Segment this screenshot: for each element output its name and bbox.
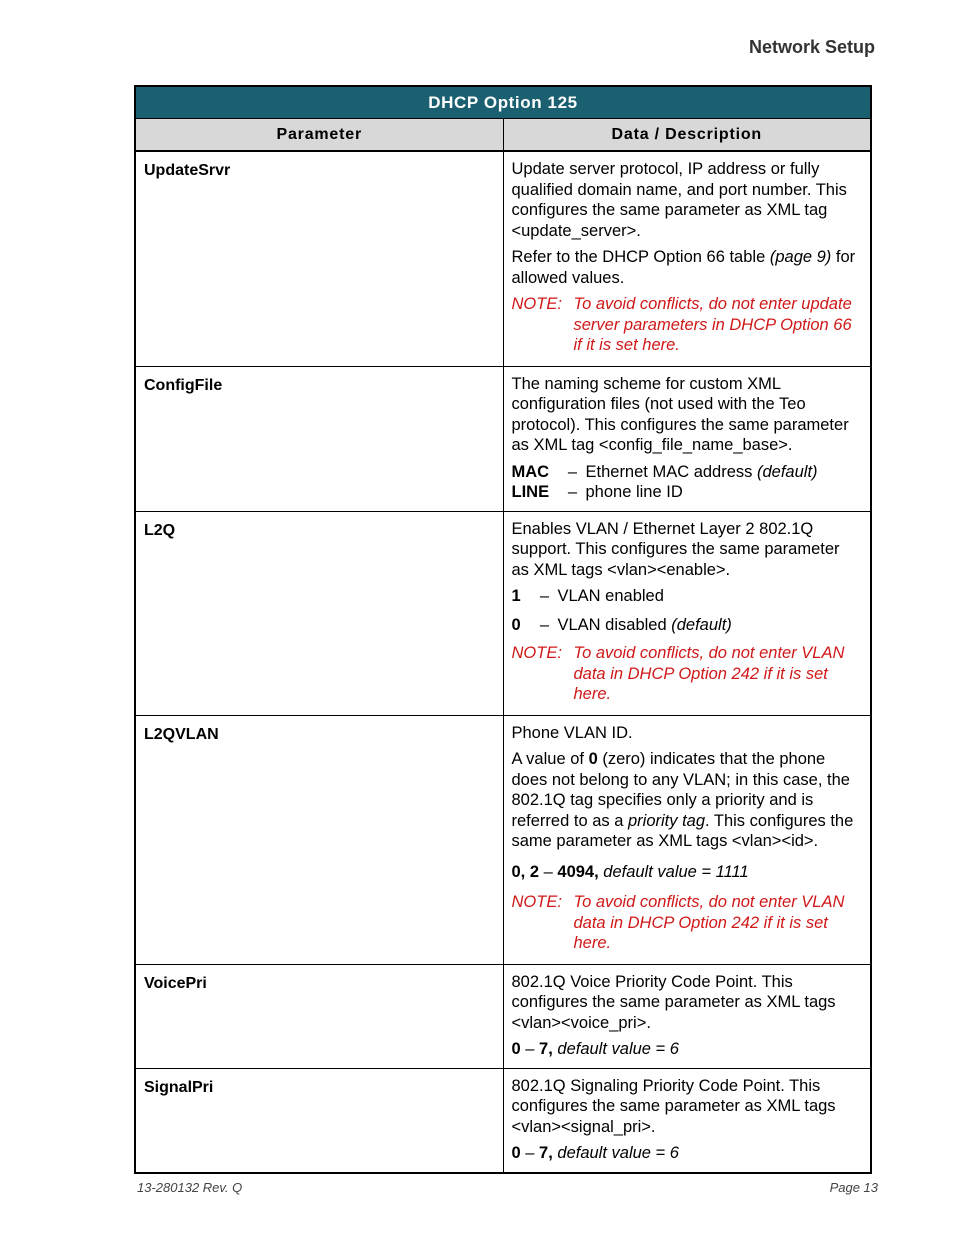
note — [512, 892, 861, 954]
table-row — [135, 964, 871, 1068]
description-text: Phone VLAN ID. — [511, 723, 633, 742]
dhcp-option-125-table — [134, 85, 872, 1174]
table-row — [135, 366, 871, 511]
param-name: L2QVLAN — [135, 715, 503, 964]
column-header-parameter: Parameter — [135, 119, 503, 152]
note-text: To avoid conflicts, do not enter VLAN data in DHCP Option 242 if it is set here. — [573, 644, 845, 703]
note-label: NOTE: — [511, 295, 562, 313]
option-value: MAC – Ethernet MAC address (default) — [511, 462, 818, 481]
option-value: LINE – phone line ID — [511, 483, 683, 501]
note-label: NOTE: — [511, 893, 562, 911]
param-description — [503, 1068, 871, 1173]
param-name: VoicePri — [135, 964, 503, 1068]
param-description — [503, 964, 871, 1068]
description-text: Enables VLAN / Ethernet Layer 2 802.1Q support. This configures the same parameter as XML tags <vlan><enable>. — [511, 519, 840, 579]
description-text: The naming scheme for custom XML configuration files (not used with the Teo protocol). This configures the same parameter as XML tag <config_file_name_base>. — [511, 374, 849, 454]
page-reference: (page 9) — [769, 248, 832, 266]
note-text: To avoid conflicts, do not enter VLAN data in DHCP Option 242 if it is set here. — [573, 893, 845, 952]
param-name: SignalPri — [135, 1068, 503, 1173]
value-range: 0, 2 – 4094, default value = 1111 — [511, 862, 749, 881]
document-number: 13-280132 Rev. Q — [137, 1180, 243, 1195]
param-description — [503, 366, 871, 511]
option-value: 0 – VLAN disabled (default) — [511, 615, 732, 634]
note — [512, 643, 861, 705]
description-text: 802.1Q Signaling Priority Code Point. This configures the same parameter as XML tags <vlan><signal_pri>. — [511, 1076, 836, 1136]
table-row — [135, 151, 871, 366]
description-text: A value of 0 (zero) indicates that the phone does not belong to any VLAN; in this case, the 802.1Q tag specifies only a priority and is referred to as a priority tag. This configures the same parameter as XML tags <vlan><id>. — [511, 750, 854, 850]
param-description — [503, 511, 871, 715]
description-text: Refer to the DHCP Option 66 table (page 9) for allowed values. — [511, 248, 856, 287]
note-text: To avoid conflicts, do not enter update server parameters in DHCP Option 66 if it is set here. — [573, 295, 852, 354]
param-description — [503, 715, 871, 964]
value-range: 0 – 7, default value = 6 — [511, 1144, 679, 1162]
table-row — [135, 715, 871, 964]
description-text: Update server protocol, IP address or fully qualified domain name, and port number. This configures the same parameter as XML tag <update_server>. — [511, 160, 847, 240]
description-text: 802.1Q Voice Priority Code Point. This configures the same parameter as XML tags <vlan><voice_pri>. — [511, 972, 836, 1032]
table-title: DHCP Option 125 — [135, 86, 871, 119]
option-value: 1 – VLAN enabled — [511, 587, 664, 605]
section-title: Network Setup — [748, 37, 875, 57]
note — [512, 294, 861, 356]
param-name: L2Q — [135, 511, 503, 715]
value-range: 0 – 7, default value = 6 — [511, 1040, 679, 1058]
note-label: NOTE: — [511, 644, 562, 662]
table-row — [135, 1068, 871, 1173]
table-row — [135, 511, 871, 715]
param-name: UpdateSrvr — [135, 151, 503, 366]
param-description — [503, 151, 871, 366]
page-number: Page 13 — [829, 1180, 878, 1195]
column-header-description: Data / Description — [503, 119, 871, 152]
param-name: ConfigFile — [135, 366, 503, 511]
